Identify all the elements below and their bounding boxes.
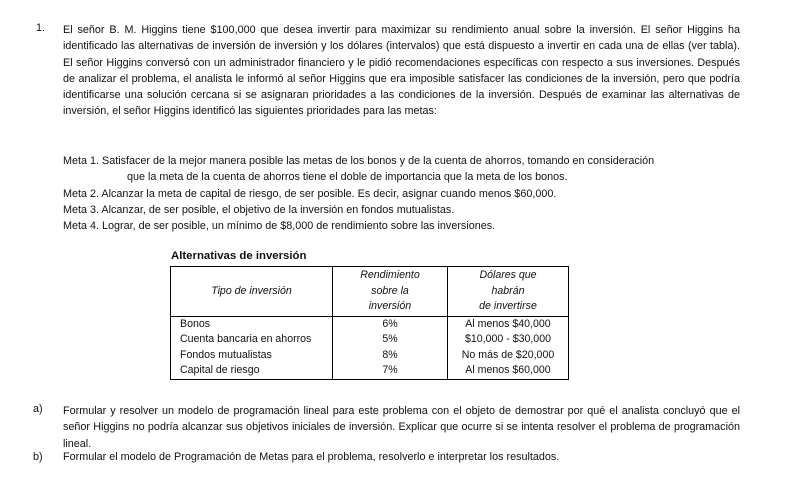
goal-4: Meta 4. Lograr, de ser posible, un mínimo de $8,000 de rendimiento sobre las inversiones. [63, 220, 496, 233]
question-b-text: Formular el modelo de Programación de Metas para el problema, resolverlo e interpretar los resultados. [63, 451, 560, 463]
cell-dolares: Al menos $40,000 [448, 316, 569, 332]
cell-dolares: $10,000 - $30,000 [448, 332, 569, 348]
cell-rendimiento: 8% [333, 348, 448, 364]
goal-2: Meta 2. Alcanzar la meta de capital de riesgo, de ser posible. Es decir, asignar cuando menos $60,000. [63, 187, 557, 200]
question-a-text: Formular y resolver un modelo de programación lineal para este problema con el objeto de demostrar por qué el analista concluyó que el señor Higgins no podría alcanzar sus objetivos iniciales de inversión. Explicar que ocurre si se intenta resolver el problema de programación lineal. [63, 405, 740, 450]
header-rendimiento-line1: Rendimiento [360, 269, 420, 281]
header-dolares-line3: de invertirse [479, 300, 537, 312]
header-dolares [448, 267, 569, 317]
goal-1: Meta 1. Satisfacer de la mejor manera posible las metas de los bonos y de la cuenta de ahorros, tomando en consideración [63, 155, 655, 167]
table-row [171, 316, 569, 332]
header-rendimiento [333, 267, 448, 317]
header-dolares-line2: habrán [491, 284, 525, 297]
problem-number: 1. [36, 22, 46, 34]
table-row [171, 348, 569, 364]
cell-tipo: Cuenta bancaria en ahorros [171, 332, 333, 348]
header-rendimiento-line3: inversión [368, 300, 412, 312]
table-header-row [171, 267, 569, 317]
cell-rendimiento: 5% [333, 332, 448, 348]
table-title: Alternativas de inversión [171, 250, 307, 262]
cell-tipo: Bonos [171, 316, 333, 332]
question-a-label: a) [33, 403, 43, 415]
cell-dolares: Al menos $60,000 [448, 363, 569, 379]
investment-table [170, 266, 569, 380]
table-row [171, 332, 569, 348]
cell-rendimiento: 6% [333, 316, 448, 332]
header-tipo-label: Tipo de inversión [211, 284, 292, 297]
cell-dolares: No más de $20,000 [448, 348, 569, 364]
table-row [171, 363, 569, 379]
cell-tipo: Capital de riesgo [171, 363, 333, 379]
goal-3: Meta 3. Alcanzar, de ser posible, el objetivo de la inversión en fondos mutualistas. [63, 203, 455, 216]
goals-list [63, 153, 743, 234]
question-b-label: b) [33, 451, 43, 463]
cell-rendimiento: 7% [333, 363, 448, 379]
problem-intro-paragraph: El señor B. M. Higgins tiene $100,000 que desea invertir para maximizar su rendimiento anual sobre la inversión. El señor Higgins ha identificado las alternativas de inversión de inversión y los dólares (intervalos) que está dispuesto a invertir en cada una de ellas (ver tabla). El señor Higgins conversó con un administrador financiero y le pidió recomendaciones específicas con respecto a sus inversiones. Después de analizar el problema, el analista le informó al señor Higgins que era imposible satisfacer las condiciones de la inversión, pero que podría identificarse una solución cercana si se asignaran prioridades a las condiciones de la inversión. Después de examinar las alternativas de inversión, el señor Higgins identificó las siguientes prioridades para las metas: [63, 24, 740, 118]
header-rendimiento-line2: sobre la [371, 284, 409, 297]
cell-tipo: Fondos mutualistas [171, 348, 333, 364]
goal-1-continuation: que la meta de la cuenta de ahorros tiene el doble de importancia que la meta de los bonos. [127, 171, 568, 184]
header-dolares-line1: Dólares que [479, 269, 537, 281]
header-tipo [171, 267, 333, 317]
